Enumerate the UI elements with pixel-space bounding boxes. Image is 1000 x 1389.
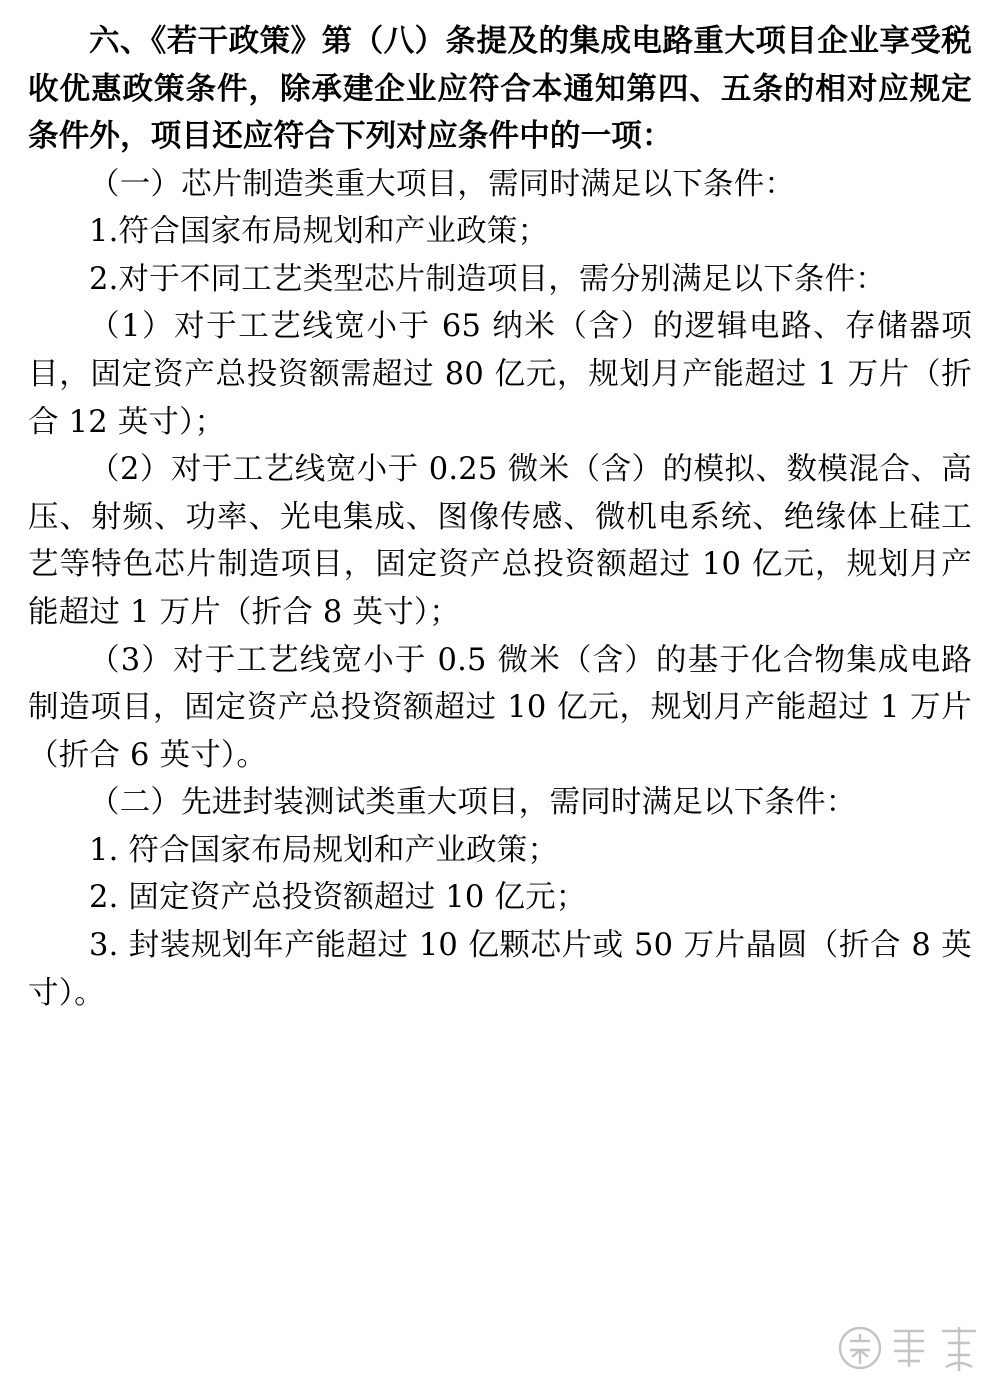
item-one-sub-2-1: （1）对于工艺线宽小于 65 纳米（含）的逻辑电路、存储器项目，固定资产总投资额需超过 80 亿元，规划月产能超过 1 万片（折合 12 英寸）； (28, 309, 972, 440)
item-one-sub-2-3: （3）对于工艺线宽小于 0.5 微米（含）的基于化合物集成电路制造项目，固定资产总投资额超过 10 亿元，规划月产能超过 1 万片（折合 6 英寸）。 (28, 642, 972, 773)
item-one-sub-2-2: （2）对于工艺线宽小于 0.25 微米（含）的模拟、数模混合、高压、射频、功率、光电集成、图像传感、微机电系统、绝缘体上硅工艺等特色芯片制造项目，固定资产总投资额超过 10 亿元，规划月产能超过 1 万片（折合 8 英寸）； (28, 452, 972, 630)
document-body (28, 18, 972, 1017)
item-two-sub-1: 1. 符合国家布局规划和产业政策； (89, 832, 559, 868)
item-one-sub-2: 2.对于不同工艺类型芯片制造项目，需分别满足以下条件： (89, 261, 886, 297)
section-heading-six: 六、《若干政策》第（八）条提及的集成电路重大项目企业享受税收优惠政策条件，除承建企业应符合本通知第四、五条的相对应规定条件外，项目还应符合下列对应条件中的一项： (28, 23, 972, 155)
item-one-chip-manufacturing: （一）芯片制造类重大项目，需同时满足以下条件： (89, 166, 796, 202)
item-two-sub-2: 2. 固定资产总投资额超过 10 亿元； (89, 880, 587, 916)
item-one-sub-1: 1.符合国家布局规划和产业政策； (89, 214, 549, 250)
zhidx-logo-watermark (836, 1317, 986, 1379)
item-two-sub-3: 3. 封装规划年产能超过 10 亿颗芯片或 50 万片晶圆（折合 8 英寸）。 (28, 927, 972, 1011)
item-two-advanced-packaging: （二）先进封装测试类重大项目，需同时满足以下条件： (89, 785, 857, 821)
